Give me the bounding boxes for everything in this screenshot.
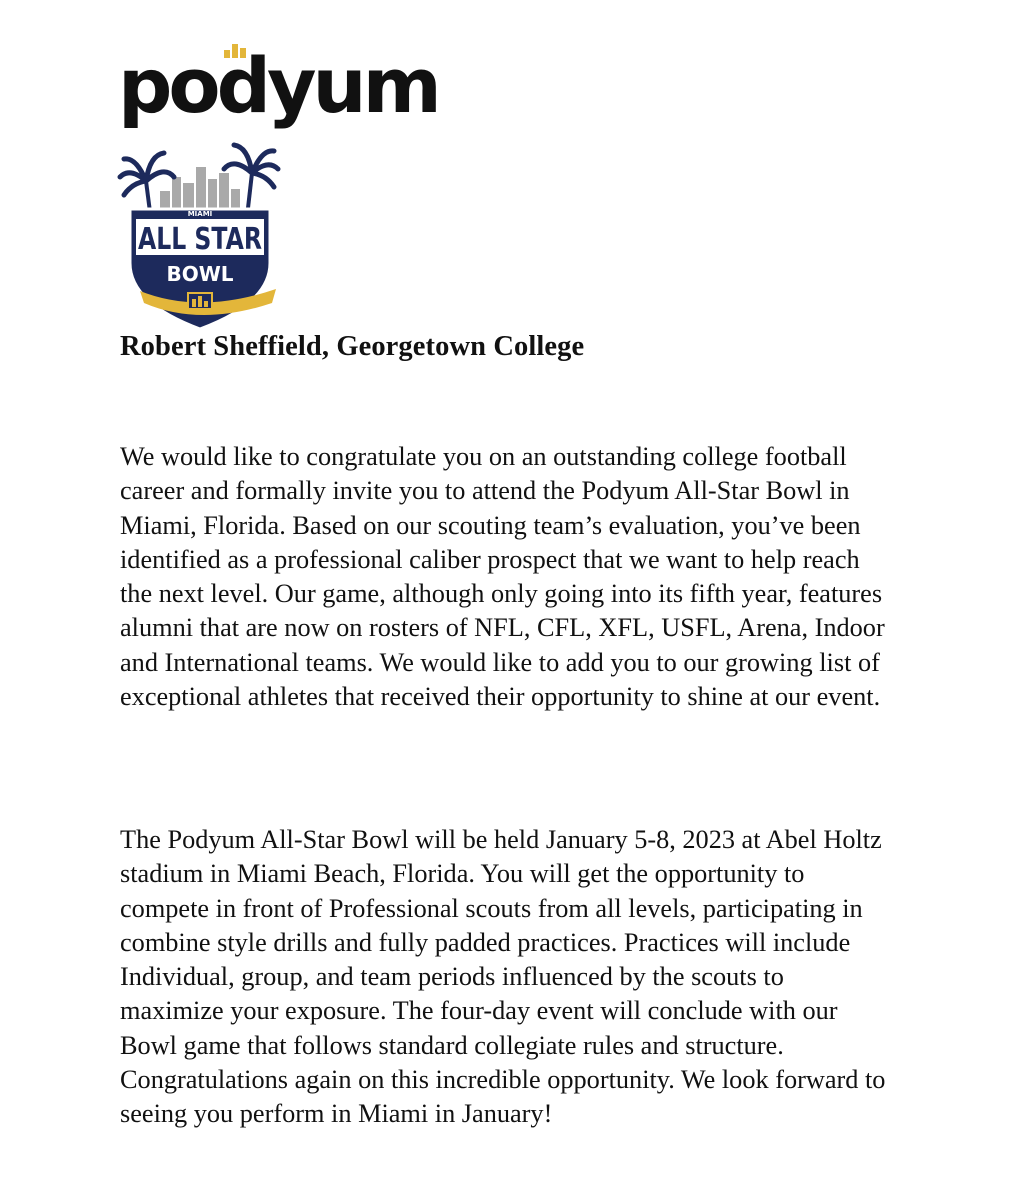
all-star-bowl-emblem	[120, 143, 280, 333]
emblem-top-text: MIAMI	[187, 210, 213, 218]
podyum-logo-graphic	[118, 40, 438, 135]
recipient-heading: Robert Sheffield, Georgetown College	[120, 331, 585, 362]
emblem-main-text: ALL STAR	[138, 222, 262, 257]
emblem-podium-icon	[188, 293, 212, 309]
podyum-logo	[118, 40, 438, 135]
event-details-paragraph: The Podyum All-Star Bowl will be held January 5-8, 2023 at Abel Holtz stadium in Miami Beach, Florida. You will get the opportunity to compete in front of Professional scouts from all levels, participating in combine style drills and fully padded practices. Practices will include Individual, group, and team periods influenced by the scouts to maximize your exposure. The four-day event will conclude with our Bowl game that follows standard collegiate rules and structure. Congratulations again on this incredible opportunity. We look forward to seeing you perform in Miami in January!	[120, 825, 886, 1129]
emblem-graphic	[120, 143, 280, 333]
emblem-bottom-text: BOWL	[166, 262, 234, 286]
logo-wordmark: podyum	[118, 41, 438, 130]
invitation-paragraph: We would like to congratulate you on an outstanding college football career and formally invite you to attend the Podyum All-Star Bowl in Miami, Florida. Based on our scouting team’s evaluation, you’ve been identified as a professional caliber prospect that we want to help reach the next level. Our game, although only going into its fifth year, features alumni that are now on rosters of NFL, CFL, XFL, USFL, Arena, Indoor and International teams. We would like to add you to our growing list of exceptional athletes that received their opportunity to shine at our event.	[120, 442, 885, 712]
